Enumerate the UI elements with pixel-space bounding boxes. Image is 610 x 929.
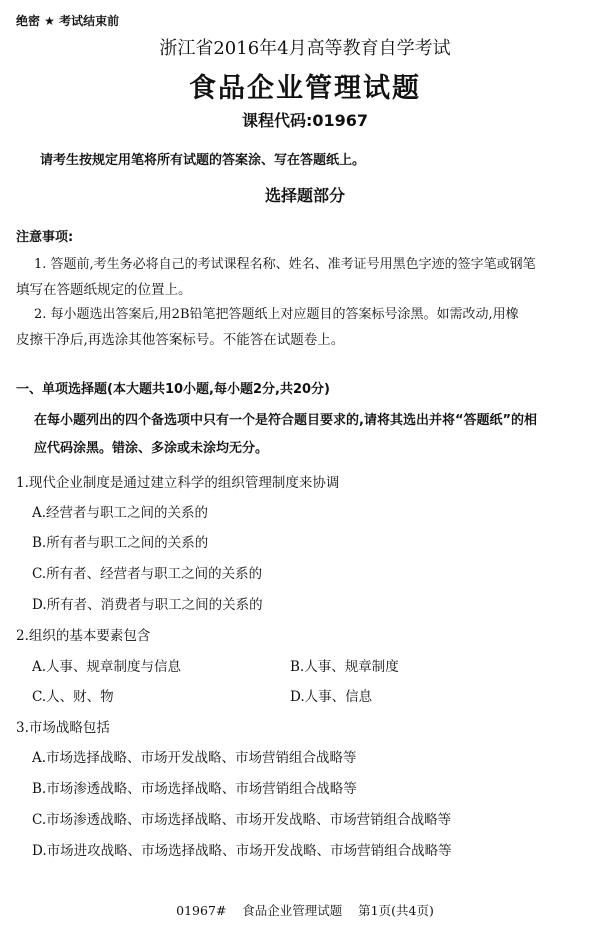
paper-title: 食品企业管理试题 bbox=[189, 73, 421, 104]
question-2-stem: 2.组织的基本要素包含 bbox=[16, 628, 151, 644]
question-1-option-b: B.所有者与职工之间的关系的 bbox=[32, 535, 209, 551]
course-code: 课程代码:01967 bbox=[241, 111, 369, 130]
part1-desc-line-2: 应代码涂黑。错涂、多涂或未涂均无分。 bbox=[34, 441, 269, 456]
notes-heading: 注意事项: bbox=[16, 230, 74, 245]
part1-desc-line-1: 在每小题列出的四个备选项中只有一个是符合题目要求的,请将其选出并将“答题纸”的相 bbox=[34, 413, 538, 428]
notes-item-1-line-2: 填写在答题纸规定的位置上。 bbox=[16, 282, 192, 298]
question-1-option-c: C.所有者、经营者与职工之间的关系的 bbox=[32, 566, 263, 582]
notes-item-2-line-2: 皮擦干净后,再选涂其他答案标号。不能答在试题卷上。 bbox=[16, 332, 345, 348]
question-2-option-d: D.人事、信息 bbox=[290, 689, 373, 705]
question-3-option-b: B.市场渗透战略、市场选择战略、市场营销组合战略等 bbox=[32, 781, 357, 797]
question-3-stem: 3.市场战略包括 bbox=[16, 720, 110, 736]
secrecy-label: 绝密 ★ 考试结束前 bbox=[16, 14, 120, 28]
question-2-option-c: C.人、财、物 bbox=[32, 689, 114, 705]
question-1-option-d: D.所有者、消费者与职工之间的关系的 bbox=[32, 597, 263, 613]
question-2-option-b: B.人事、规章制度 bbox=[290, 659, 399, 675]
notes-item-2-line-1: 2. 每小题选出答案后,用2B铅笔把答题纸上对应题目的答案标号涂黑。如需改动,用橡 bbox=[34, 307, 519, 322]
section-title: 选择题部分 bbox=[264, 186, 345, 205]
question-3-option-d: D.市场进攻战略、市场选择战略、市场开发战略、市场营销组合战略等 bbox=[32, 843, 452, 859]
notes-item-1-line-1: 1. 答题前,考生务必将自己的考试课程名称、姓名、准考证号用黑色字迹的签字笔或钢笔 bbox=[34, 257, 536, 272]
question-1-stem: 1.现代企业制度是通过建立科学的组织管理制度来协调 bbox=[16, 475, 340, 491]
question-1-option-a: A.经营者与职工之间的关系的 bbox=[32, 505, 209, 521]
exam-title: 浙江省2016年4月高等教育自学考试 bbox=[159, 38, 451, 59]
question-3-option-a: A.市场选择战略、市场开发战略、市场营销组合战略等 bbox=[32, 750, 357, 766]
page-footer: 01967# 食品企业管理试题 第1页(共4页) bbox=[176, 903, 434, 918]
question-3-option-c: C.市场渗透战略、市场选择战略、市场开发战略、市场营销组合战略等 bbox=[32, 812, 452, 828]
answer-instruction: 请考生按规定用笔将所有试题的答案涂、写在答题纸上。 bbox=[40, 153, 366, 168]
part1-heading: 一、单项选择题(本大题共10小题,每小题2分,共20分) bbox=[16, 382, 330, 397]
question-2-option-a: A.人事、规章制度与信息 bbox=[32, 659, 182, 675]
